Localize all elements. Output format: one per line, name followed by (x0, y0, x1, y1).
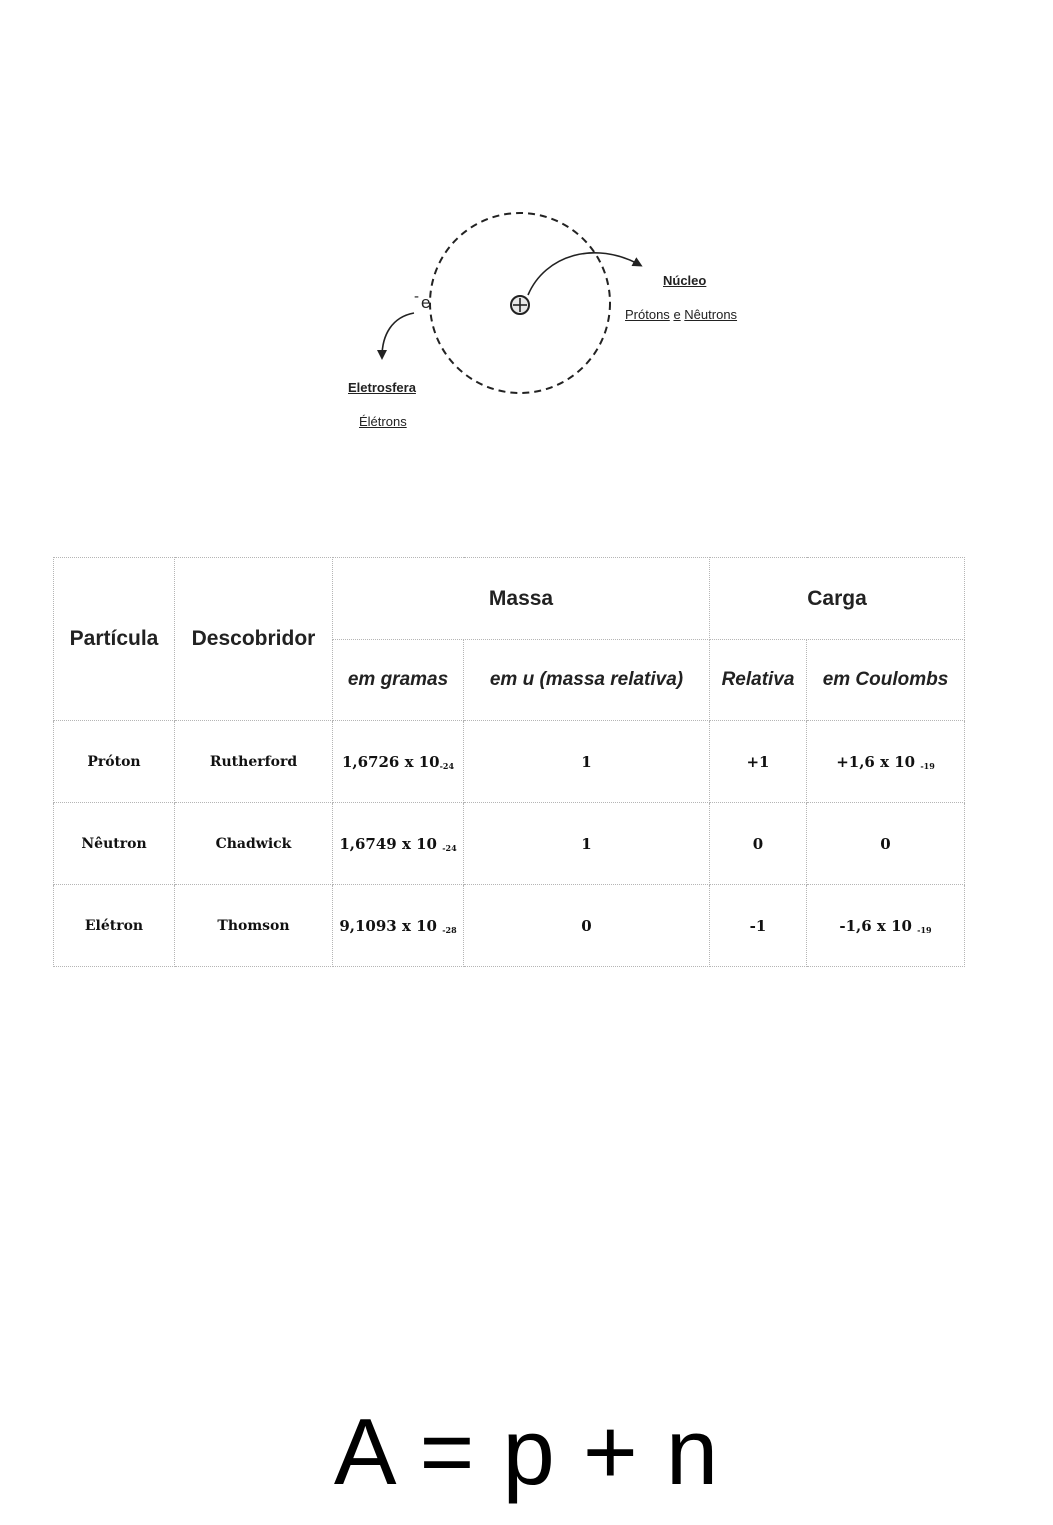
massa-g-base: 1,6749 x 10 (339, 834, 443, 853)
massa-g-base: 1,6726 x 10 (341, 752, 440, 771)
carga-c-base: -1,6 x 10 (839, 916, 918, 935)
electrons-label: Élétrons (359, 414, 407, 429)
cell-carga-rel: 0 (710, 803, 807, 885)
cell-massa-g (333, 721, 464, 803)
nucleus-arrow (528, 253, 640, 295)
cell-carga-c (807, 803, 965, 885)
cell-massa-g (333, 803, 464, 885)
header-carga: Carga (710, 558, 965, 640)
carga-c-base: +1,6 x 10 (836, 752, 921, 771)
carga-c-exp: -19 (920, 760, 935, 771)
cell-carga-c (807, 721, 965, 803)
table-header-row (54, 558, 965, 640)
table-row (54, 885, 965, 967)
cell-particula: Elétron (54, 885, 175, 967)
nucleus-label: Núcleo (663, 273, 707, 288)
electron-charge: - (414, 288, 419, 305)
carga-c-base: 0 (880, 834, 891, 853)
cell-descobridor: Rutherford (175, 721, 333, 803)
electrosphere-label: Eletrosfera (348, 380, 416, 395)
carga-c-exp: -19 (917, 924, 932, 935)
massa-g-exp: -28 (442, 924, 457, 935)
cell-carga-c (807, 885, 965, 967)
particles-table (53, 557, 965, 967)
massa-g-exp: -24 (442, 842, 457, 853)
cell-carga-rel: +1 (710, 721, 807, 803)
cell-carga-rel: -1 (710, 885, 807, 967)
header-particula: Partícula (54, 558, 175, 721)
electron-arrow (382, 313, 414, 357)
mass-number-formula: A = p + n (333, 1399, 720, 1504)
header-em-coulombs: em Coulombs (807, 640, 965, 721)
header-descobridor: Descobridor (175, 558, 333, 721)
neutrons-label: Nêutrons (684, 307, 738, 322)
cell-massa-u: 1 (464, 721, 710, 803)
header-em-u: em u (massa relativa) (464, 640, 710, 721)
protons-label: Prótons (625, 307, 670, 322)
cell-particula: Próton (54, 721, 175, 803)
cell-particula: Nêutron (54, 803, 175, 885)
cell-descobridor: Chadwick (175, 803, 333, 885)
table-row (54, 721, 965, 803)
atom-diagram (330, 195, 770, 445)
cell-massa-u: 1 (464, 803, 710, 885)
massa-g-exp: -24 (439, 760, 455, 771)
cell-massa-g (333, 885, 464, 967)
nucleus-sublabel (625, 307, 737, 322)
cell-descobridor: Thomson (175, 885, 333, 967)
header-relativa: Relativa (710, 640, 807, 721)
massa-g-base: 9,1093 x 10 (339, 916, 443, 935)
cell-massa-u: 0 (464, 885, 710, 967)
header-em-gramas: em gramas (333, 640, 464, 721)
header-massa: Massa (333, 558, 710, 640)
table-row (54, 803, 965, 885)
and-label: e (673, 307, 681, 322)
electrons-sublabel (359, 414, 407, 429)
electron-symbol: e (421, 293, 431, 312)
